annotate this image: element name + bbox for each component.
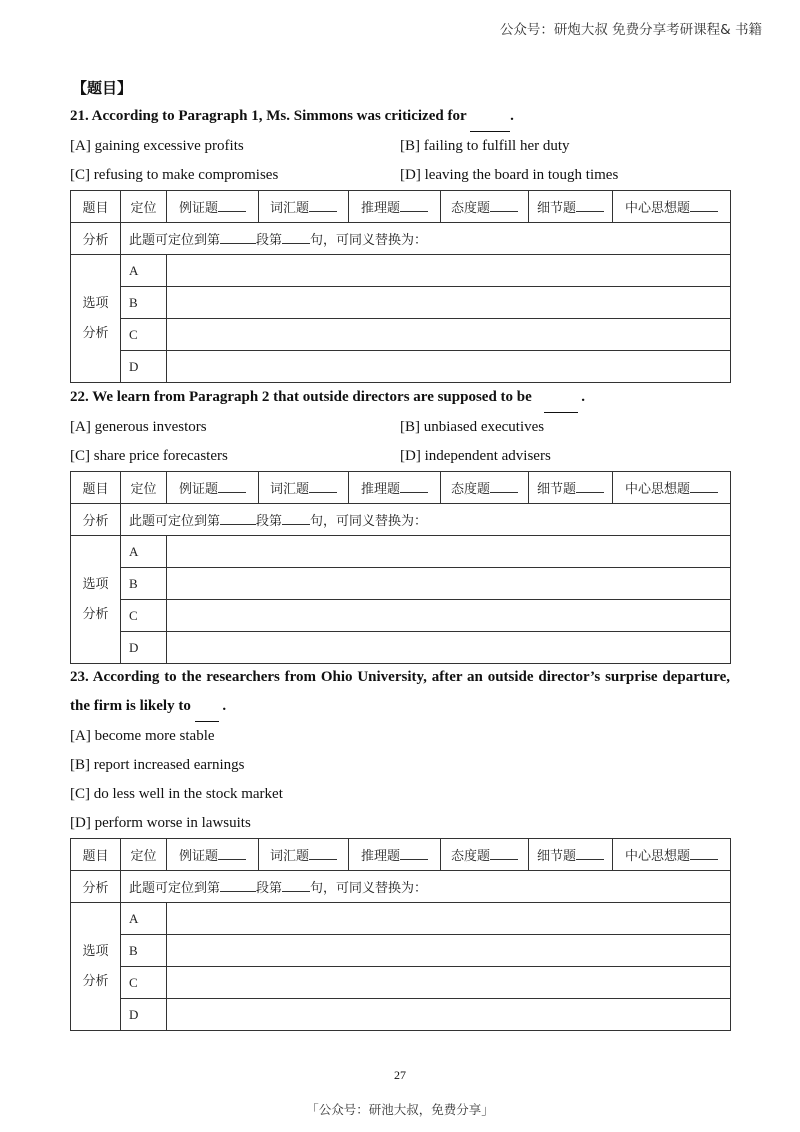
question-22 bbox=[70, 383, 730, 664]
option-row-c bbox=[71, 319, 731, 351]
option-row-c bbox=[71, 967, 731, 999]
option-analysis-cell[interactable] bbox=[167, 935, 731, 967]
option-analysis-cell[interactable] bbox=[167, 999, 731, 1031]
option-letter: A bbox=[121, 536, 167, 568]
type-vocab: 词汇题 bbox=[259, 472, 349, 504]
footer-text: 「公众号：研池大叔，免费分享」 bbox=[306, 1102, 494, 1117]
option-row-a bbox=[71, 536, 731, 568]
option-row-d bbox=[71, 351, 731, 383]
type-detail: 细节题 bbox=[529, 839, 613, 871]
option-b: [B] report increased earnings bbox=[70, 757, 245, 773]
question-23 bbox=[70, 663, 730, 1031]
question-title: 22. We learn from Paragraph 2 that outside directors are supposed to be . bbox=[70, 383, 730, 413]
option-b: [B] failing to fulfill her duty bbox=[400, 138, 570, 154]
option-letter: A bbox=[121, 903, 167, 935]
row-label: 分析 bbox=[71, 223, 121, 255]
option-row-a bbox=[71, 903, 731, 935]
option-c: [C] do less well in the stock market bbox=[70, 786, 283, 802]
type-vocab: 词汇题 bbox=[259, 839, 349, 871]
row-label: 分析 bbox=[71, 504, 121, 536]
option-row-b bbox=[71, 935, 731, 967]
type-main-idea: 中心思想题 bbox=[613, 191, 731, 223]
type-main-idea: 中心思想题 bbox=[613, 472, 731, 504]
row-label: 题目 bbox=[71, 191, 121, 223]
option-letter: C bbox=[121, 319, 167, 351]
option-analysis-cell[interactable] bbox=[167, 632, 731, 664]
option-letter: C bbox=[121, 600, 167, 632]
type-attitude: 态度题 bbox=[441, 839, 529, 871]
type-inference: 推理题 bbox=[349, 191, 441, 223]
locate-row bbox=[71, 871, 731, 903]
option-letter: D bbox=[121, 999, 167, 1031]
option-analysis-label: 选项 分析 bbox=[71, 536, 121, 664]
option-row-b bbox=[71, 287, 731, 319]
option-analysis-cell[interactable] bbox=[167, 319, 731, 351]
analysis-table bbox=[70, 838, 731, 1031]
locate-row bbox=[71, 223, 731, 255]
section-title: 【题目】 bbox=[72, 79, 133, 97]
row-label: 题目 bbox=[71, 839, 121, 871]
row-label: 题目 bbox=[71, 472, 121, 504]
type-example: 例证题 bbox=[167, 472, 259, 504]
option-d: [D] leaving the board in tough times bbox=[400, 167, 619, 183]
header-promo-text: 公众号：研炮大叔 免费分享考研课程& 书籍 bbox=[499, 22, 762, 38]
option-letter: B bbox=[121, 935, 167, 967]
option-analysis-cell[interactable] bbox=[167, 967, 731, 999]
option-analysis-cell[interactable] bbox=[167, 568, 731, 600]
option-analysis-cell[interactable] bbox=[167, 255, 731, 287]
type-example: 例证题 bbox=[167, 839, 259, 871]
type-locate: 定位 bbox=[121, 472, 167, 504]
type-row bbox=[71, 191, 731, 223]
type-main-idea: 中心思想题 bbox=[613, 839, 731, 871]
option-analysis-cell[interactable] bbox=[167, 351, 731, 383]
type-attitude: 态度题 bbox=[441, 191, 529, 223]
option-row-b bbox=[71, 568, 731, 600]
option-analysis-cell[interactable] bbox=[167, 287, 731, 319]
type-row bbox=[71, 472, 731, 504]
option-a: [A] gaining excessive profits bbox=[70, 138, 244, 154]
option-d: [D] perform worse in lawsuits bbox=[70, 815, 251, 831]
option-list bbox=[70, 722, 730, 838]
locate-text: 此题可定位到第 段第 句，可同义替换为： bbox=[121, 504, 731, 536]
option-a: [A] generous investors bbox=[70, 419, 207, 435]
type-example: 例证题 bbox=[167, 191, 259, 223]
type-detail: 细节题 bbox=[529, 191, 613, 223]
option-c: [C] share price forecasters bbox=[70, 448, 228, 464]
locate-text: 此题可定位到第 段第 句，可同义替换为： bbox=[121, 223, 731, 255]
locate-text: 此题可定位到第 段第 句，可同义替换为： bbox=[121, 871, 731, 903]
option-letter: B bbox=[121, 287, 167, 319]
answer-blank bbox=[470, 102, 510, 132]
type-inference: 推理题 bbox=[349, 839, 441, 871]
type-locate: 定位 bbox=[121, 839, 167, 871]
option-letter: A bbox=[121, 255, 167, 287]
option-a: [A] become more stable bbox=[70, 728, 215, 744]
type-vocab: 词汇题 bbox=[259, 191, 349, 223]
type-detail: 细节题 bbox=[529, 472, 613, 504]
option-analysis-cell[interactable] bbox=[167, 903, 731, 935]
type-inference: 推理题 bbox=[349, 472, 441, 504]
locate-row bbox=[71, 504, 731, 536]
option-letter: B bbox=[121, 568, 167, 600]
option-analysis-label: 选项 分析 bbox=[71, 255, 121, 383]
option-letter: C bbox=[121, 967, 167, 999]
option-row-d bbox=[71, 632, 731, 664]
type-row bbox=[71, 839, 731, 871]
option-row-d bbox=[71, 999, 731, 1031]
question-title: 21. According to Paragraph 1, Ms. Simmons was criticized for . bbox=[70, 102, 730, 132]
option-row-c bbox=[71, 600, 731, 632]
option-d: [D] independent advisers bbox=[400, 448, 551, 464]
option-b: [B] unbiased executives bbox=[400, 419, 545, 435]
type-locate: 定位 bbox=[121, 191, 167, 223]
analysis-table bbox=[70, 471, 731, 664]
option-row-a bbox=[71, 255, 731, 287]
type-attitude: 态度题 bbox=[441, 472, 529, 504]
answer-blank bbox=[544, 383, 578, 413]
row-label: 分析 bbox=[71, 871, 121, 903]
page-number: 27 bbox=[394, 1068, 406, 1082]
analysis-table bbox=[70, 190, 731, 383]
option-analysis-label: 选项 分析 bbox=[71, 903, 121, 1031]
option-analysis-cell[interactable] bbox=[167, 600, 731, 632]
question-21 bbox=[70, 102, 730, 383]
option-analysis-cell[interactable] bbox=[167, 536, 731, 568]
answer-blank bbox=[195, 692, 219, 722]
option-c: [C] refusing to make compromises bbox=[70, 167, 279, 183]
option-list bbox=[70, 132, 730, 190]
option-letter: D bbox=[121, 351, 167, 383]
option-list bbox=[70, 413, 730, 471]
option-letter: D bbox=[121, 632, 167, 664]
question-title: 23. According to the researchers from Ohio University, after an outside director’s surprise departure, the firm is likely to . bbox=[70, 663, 730, 722]
